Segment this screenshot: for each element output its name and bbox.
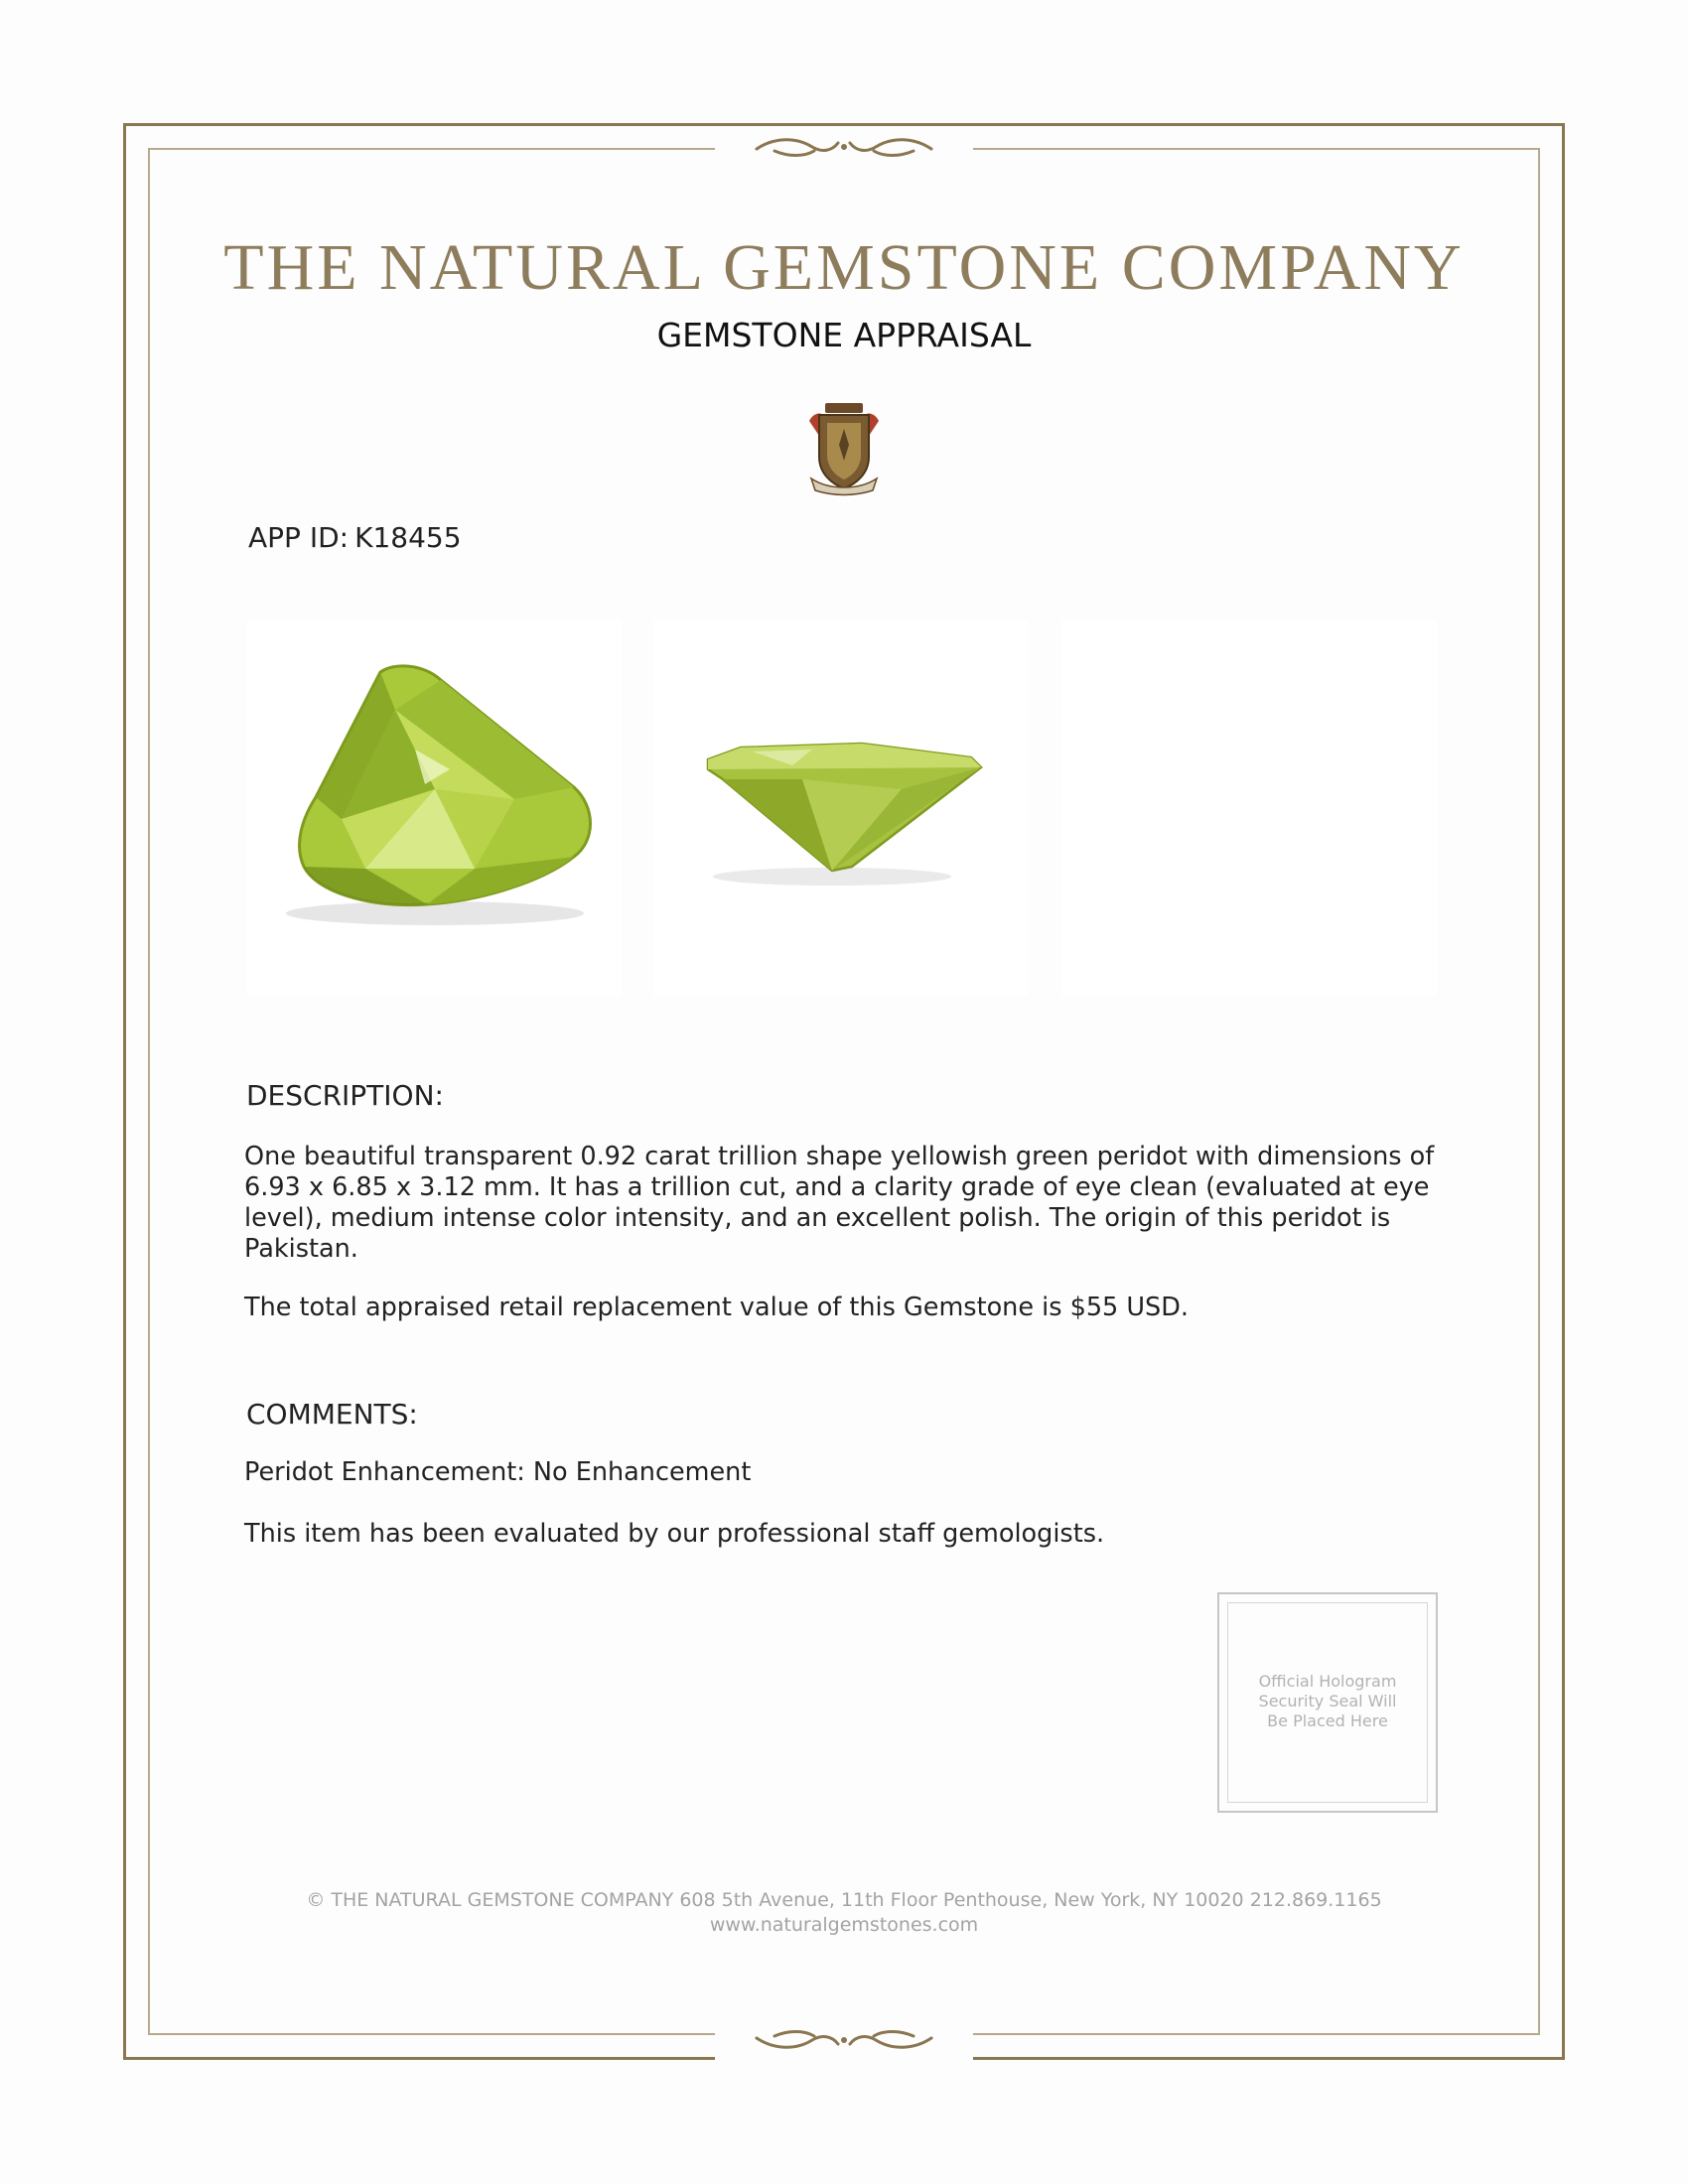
evaluation-comment: This item has been evaluated by our professional staff gemologists. (244, 1519, 1105, 1549)
hologram-seal-placeholder (1217, 1592, 1438, 1813)
top-ornament-icon (715, 127, 973, 171)
comments-heading: COMMENTS: (246, 1398, 418, 1431)
seal-text: Official Hologram Security Seal Will Be Placed Here (1258, 1672, 1397, 1730)
company-name: THE NATURAL GEMSTONE COMPANY (223, 231, 1465, 304)
peridot-top-view-photo (246, 620, 622, 996)
app-id (248, 521, 462, 554)
heraldic-crest-icon (799, 399, 889, 498)
description-heading: DESCRIPTION: (246, 1079, 444, 1112)
footer-website: www.naturalgemstones.com (709, 1914, 979, 1936)
document-title: GEMSTONE APPRAISAL (656, 316, 1032, 354)
app-id-label: APP ID: (248, 521, 350, 554)
bottom-ornament-icon (715, 2016, 973, 2060)
empty-photo-slot (1061, 620, 1437, 996)
peridot-side-view-photo (653, 620, 1029, 996)
appraised-value-statement: The total appraised retail replacement value of this Gemstone is $55 USD. (244, 1293, 1189, 1322)
app-id-value: K18455 (354, 521, 462, 554)
enhancement-comment: Peridot Enhancement: No Enhancement (244, 1457, 752, 1487)
footer-address: © THE NATURAL GEMSTONE COMPANY 608 5th Avenue, 11th Floor Penthouse, New York, NY 10020 212.869.1165 (306, 1889, 1382, 1911)
description-text: One beautiful transparent 0.92 carat trillion shape yellowish green peridot with dimensions of 6.93 x 6.85 x 3.12 mm. It has a trillion cut, and a clarity grade of eye clean (evaluated at eye level), medium intense color intensity, and an excellent polish. The origin of this peridot is Pakistan. (244, 1142, 1435, 1264)
